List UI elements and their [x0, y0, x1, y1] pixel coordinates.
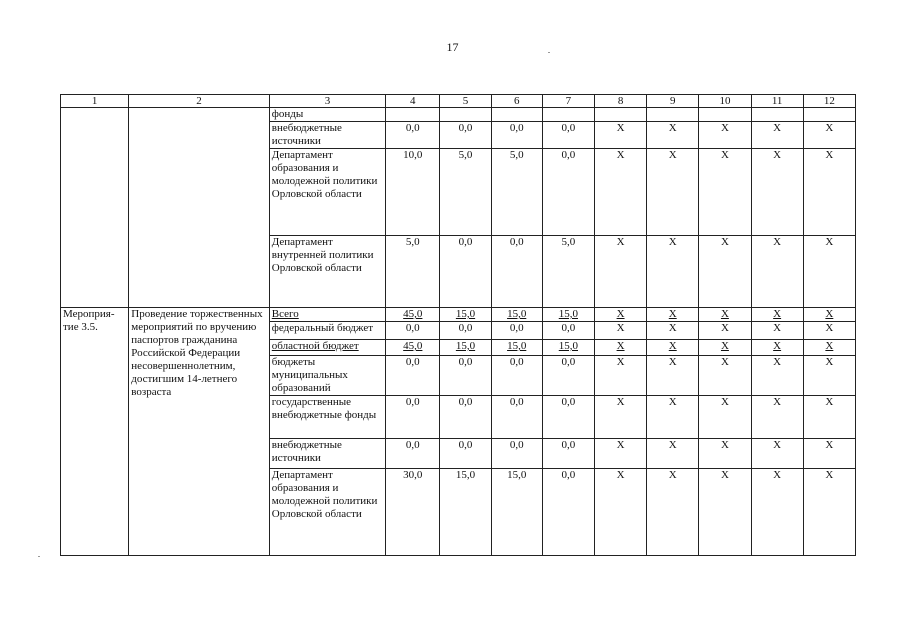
amount-cell: 0,0: [386, 356, 440, 396]
x-cell: X: [647, 340, 699, 356]
x-cell: X: [594, 308, 646, 322]
x-cell: X: [699, 356, 751, 396]
amount-cell: [491, 108, 542, 122]
x-cell: X: [699, 340, 751, 356]
x-cell: X: [594, 236, 646, 308]
amount-cell: 0,0: [542, 322, 594, 340]
x-cell: X: [751, 439, 803, 469]
x-cell: X: [594, 469, 646, 556]
amount-cell: 0,0: [542, 469, 594, 556]
amount-cell: 15,0: [491, 469, 542, 556]
column-header: 6: [491, 95, 542, 108]
x-cell: X: [803, 340, 855, 356]
x-cell: X: [647, 149, 699, 236]
x-cell: X: [594, 356, 646, 396]
x-cell: [751, 108, 803, 122]
x-cell: X: [803, 236, 855, 308]
amount-cell: 0,0: [542, 356, 594, 396]
x-cell: X: [594, 396, 646, 439]
amount-cell: 0,0: [440, 396, 491, 439]
funding-source-cell: Департамент внутренней политики Орловской области: [269, 236, 385, 308]
x-cell: X: [751, 322, 803, 340]
x-cell: X: [647, 396, 699, 439]
funding-source-cell: областной бюджет: [269, 340, 385, 356]
amount-cell: 0,0: [491, 322, 542, 340]
x-cell: [803, 108, 855, 122]
funding-source-cell: Департамент образования и молодежной политики Орловской области: [269, 469, 385, 556]
funding-source-cell: фонды: [269, 108, 385, 122]
amount-cell: 0,0: [440, 322, 491, 340]
table-row: [61, 308, 856, 322]
x-cell: X: [594, 122, 646, 149]
column-header: 7: [542, 95, 594, 108]
x-cell: X: [699, 322, 751, 340]
x-cell: X: [594, 340, 646, 356]
scan-speck: [38, 556, 40, 557]
amount-cell: 10,0: [386, 149, 440, 236]
table-body: [61, 95, 856, 556]
x-cell: X: [803, 122, 855, 149]
x-cell: X: [699, 149, 751, 236]
amount-cell: 0,0: [440, 356, 491, 396]
x-cell: X: [803, 149, 855, 236]
x-cell: X: [751, 308, 803, 322]
amount-cell: 0,0: [542, 122, 594, 149]
funding-source-cell: Департамент образования и молодежной политики Орловской области: [269, 149, 385, 236]
amount-cell: 0,0: [542, 396, 594, 439]
x-cell: X: [803, 308, 855, 322]
funding-source-cell: внебюджетные источники: [269, 439, 385, 469]
amount-cell: 5,0: [440, 149, 491, 236]
cell-code-empty: [61, 108, 129, 308]
column-header: 9: [647, 95, 699, 108]
funding-source-cell: государственные внебюджетные фонды: [269, 396, 385, 439]
column-header: 4: [386, 95, 440, 108]
amount-cell: 5,0: [491, 149, 542, 236]
x-cell: X: [647, 322, 699, 340]
column-header: 8: [594, 95, 646, 108]
amount-cell: 0,0: [542, 149, 594, 236]
amount-cell: 0,0: [440, 236, 491, 308]
amount-cell: 15,0: [542, 308, 594, 322]
x-cell: X: [751, 236, 803, 308]
x-cell: X: [699, 236, 751, 308]
funding-source-cell: внебюджетные источники: [269, 122, 385, 149]
x-cell: X: [751, 122, 803, 149]
x-cell: X: [594, 149, 646, 236]
amount-cell: 0,0: [386, 122, 440, 149]
x-cell: X: [751, 149, 803, 236]
amount-cell: 15,0: [440, 308, 491, 322]
x-cell: X: [699, 308, 751, 322]
amount-cell: 0,0: [386, 322, 440, 340]
x-cell: X: [751, 396, 803, 439]
x-cell: X: [699, 469, 751, 556]
amount-cell: [542, 108, 594, 122]
header-row: [61, 95, 856, 108]
x-cell: X: [803, 396, 855, 439]
amount-cell: 0,0: [491, 439, 542, 469]
amount-cell: 45,0: [386, 308, 440, 322]
x-cell: X: [803, 356, 855, 396]
x-cell: X: [647, 356, 699, 396]
x-cell: X: [594, 322, 646, 340]
amount-cell: 0,0: [386, 396, 440, 439]
measure-name-cell: Проведение торжественных мероприятий по вручению паспортов гражданина Российской Федерации несовершеннолетним, достигшим 14-летнего возраста: [129, 308, 270, 556]
x-cell: X: [647, 236, 699, 308]
amount-cell: 0,0: [491, 356, 542, 396]
amount-cell: 15,0: [491, 340, 542, 356]
amount-cell: 0,0: [491, 396, 542, 439]
x-cell: [699, 108, 751, 122]
column-header: 10: [699, 95, 751, 108]
funding-source-cell: Всего: [269, 308, 385, 322]
amount-cell: 15,0: [491, 308, 542, 322]
budget-table: [60, 94, 856, 556]
column-header: 3: [269, 95, 385, 108]
x-cell: X: [647, 469, 699, 556]
x-cell: X: [647, 122, 699, 149]
amount-cell: [386, 108, 440, 122]
amount-cell: 0,0: [491, 122, 542, 149]
table-row: [61, 108, 856, 122]
x-cell: X: [751, 356, 803, 396]
measure-code-cell: Мероприя-тие 3.5.: [61, 308, 129, 556]
amount-cell: 5,0: [386, 236, 440, 308]
x-cell: X: [699, 122, 751, 149]
x-cell: X: [699, 396, 751, 439]
x-cell: X: [647, 439, 699, 469]
amount-cell: 30,0: [386, 469, 440, 556]
amount-cell: 0,0: [440, 439, 491, 469]
x-cell: X: [751, 340, 803, 356]
amount-cell: 45,0: [386, 340, 440, 356]
x-cell: X: [803, 439, 855, 469]
column-header: 11: [751, 95, 803, 108]
amount-cell: 5,0: [542, 236, 594, 308]
funding-source-cell: федеральный бюджет: [269, 322, 385, 340]
x-cell: X: [594, 439, 646, 469]
x-cell: [594, 108, 646, 122]
x-cell: X: [647, 308, 699, 322]
x-cell: X: [803, 469, 855, 556]
scan-speck: [548, 52, 550, 53]
amount-cell: 0,0: [491, 236, 542, 308]
x-cell: [647, 108, 699, 122]
amount-cell: 15,0: [440, 469, 491, 556]
x-cell: X: [803, 322, 855, 340]
cell-name-empty: [129, 108, 270, 308]
amount-cell: 0,0: [386, 439, 440, 469]
amount-cell: [440, 108, 491, 122]
amount-cell: 15,0: [542, 340, 594, 356]
amount-cell: 0,0: [542, 439, 594, 469]
page-number: 17: [446, 40, 459, 54]
funding-source-cell: бюджеты муниципальных образований: [269, 356, 385, 396]
column-header: 5: [440, 95, 491, 108]
column-header: 2: [129, 95, 270, 108]
x-cell: X: [751, 469, 803, 556]
amount-cell: 15,0: [440, 340, 491, 356]
column-header: 1: [61, 95, 129, 108]
x-cell: X: [699, 439, 751, 469]
amount-cell: 0,0: [440, 122, 491, 149]
column-header: 12: [803, 95, 855, 108]
